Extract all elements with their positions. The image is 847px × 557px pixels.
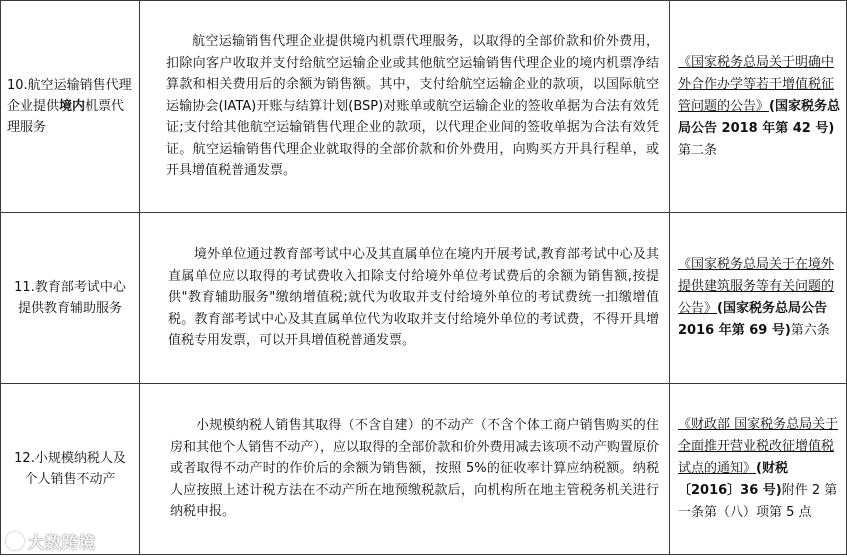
item-cell xyxy=(1,213,140,384)
watermark xyxy=(6,530,96,553)
basis-document-number: (国家税务总局公告 2018 年第 42 号) xyxy=(678,98,840,136)
basis-document-number: (财税〔2016〕36 号) xyxy=(678,461,788,498)
watermark-logo-icon xyxy=(6,532,24,550)
item-label: 12.小规模纳税人及个人销售不动产 xyxy=(14,451,126,487)
watermark-text: 大数跨境 xyxy=(28,533,97,552)
basis-cell xyxy=(670,1,847,213)
content-cell xyxy=(140,213,670,384)
item-label-part: 机票代理服务 xyxy=(7,99,125,135)
content-cell xyxy=(140,384,670,555)
item-label-emphasis: 境内 xyxy=(59,99,86,114)
policy-content: 航空运输销售代理企业提供境内机票代理服务，以取得的全部价款和价外费用，扣除向客户收取并支付给航空运输企业或其他航空运输销售代理企业的境内机票净结算款和相关费用后的余额为销售额。其中，支付给航空运输企业的款项，以国际航空运输协会(IATA)开账与结算计划(BSP)对账单或航空运输企业的签收单据为合法有效凭证;支付给其他航空运输销售代理企业的款项，以代理企业间的签收单据为合法有效凭证。航空运输销售代理企业就取得的全部价款和价外费用，向购买方开具行程单，或开具增值税普通发票。 xyxy=(166,34,659,179)
table-row xyxy=(1,213,847,384)
policy-content: 小规模纳税人销售其取得（不含自建）的不动产（不含个体工商户销售购买的住房和其他个人销售不动产），应以取得的全部价款和价外费用减去该项不动产购置原价或者取得不动产时的作价后的余额为销售额，按照 5%的征收率计算应纳税额。纳税人应按照上述计税方法在不动产所在地预缴税款后，向机构所在地主管税务机关进行纳税申报。 xyxy=(170,418,659,520)
basis-article: 第二条 xyxy=(678,142,718,158)
basis-article: 附件 2 第一条第（八）项第 5 点 xyxy=(678,483,838,520)
item-label: 11.教育部考试中心提供教育辅助服务 xyxy=(14,280,126,316)
policy-basis xyxy=(670,254,846,342)
policy-basis xyxy=(670,52,846,162)
table-row xyxy=(1,1,847,213)
item-label xyxy=(1,75,139,138)
basis-document-link[interactable]: 《国家税务总局关于明确中外合作办学等若干增值税征管问题的公告》 xyxy=(678,54,835,114)
item-label-part: 10.航空运输销售代理企业提供 xyxy=(7,78,132,114)
table-row xyxy=(1,384,847,555)
basis-document-number: (国家税务总局公告 2016 年第 69 号) xyxy=(678,301,827,338)
basis-document-link[interactable]: 《财政部 国家税务总局关于全面推开营业税改征增值税试点的通知》 xyxy=(678,417,839,476)
basis-cell xyxy=(670,213,847,384)
policy-basis xyxy=(670,414,846,524)
content-cell xyxy=(140,1,670,213)
basis-document-link[interactable]: 《国家税务总局关于在境外提供建筑服务等有关问题的公告》 xyxy=(678,257,835,316)
basis-article: 第六条 xyxy=(790,323,830,338)
basis-cell xyxy=(670,384,847,555)
item-cell xyxy=(1,1,140,213)
policy-content: 境外单位通过教育部考试中心及其直属单位在境内开展考试,教育部考试中心及其直属单位应以取得的考试费收入扣除支付给境外单位考试费后的余额为销售额,按提供"教育辅助服务"缴纳增值税;就代为收取并支付给境外单位的考试费统一扣缴增值税。教育部考试中心及其直属单位代为收取并支付给境外单位的考试费，不得开具增值税专用发票，可以开具增值税普通发票。 xyxy=(168,247,659,349)
item-cell xyxy=(1,384,140,555)
